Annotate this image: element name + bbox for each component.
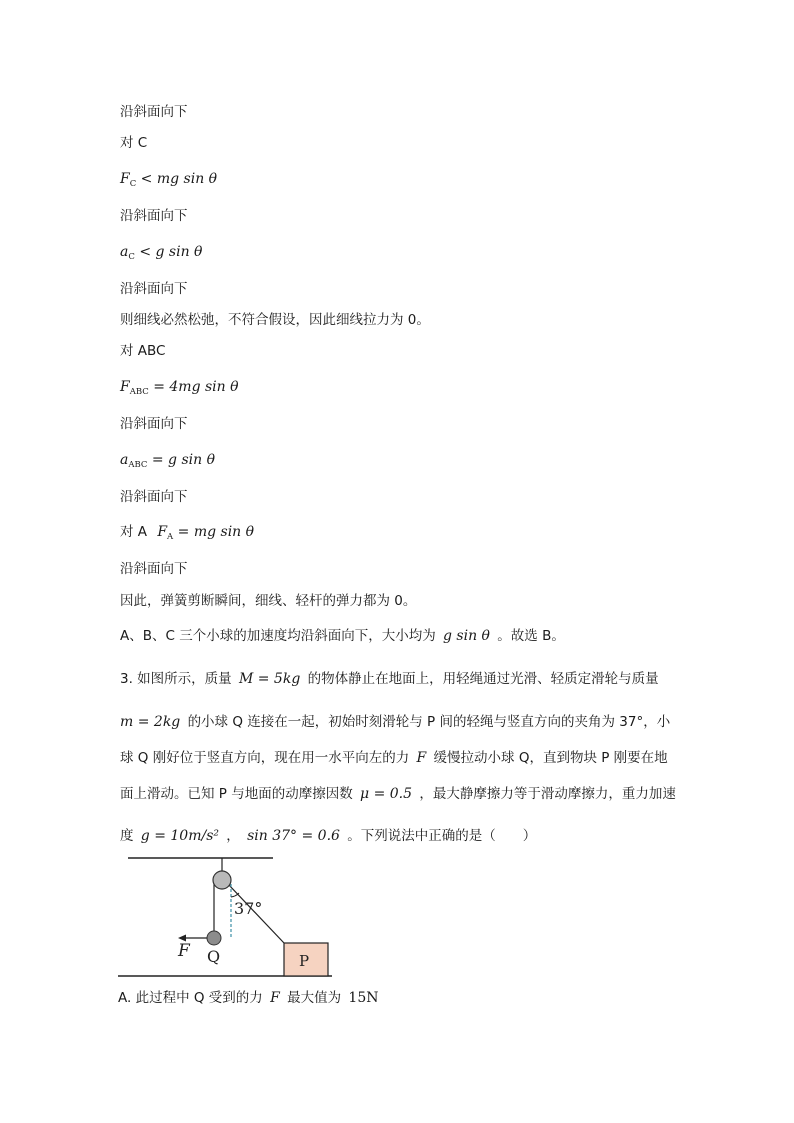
conclusion-text: A、B、C 三个小球的加速度均沿斜面向下，大小均为 (120, 628, 436, 644)
equation-inline-g: g sin θ (443, 628, 490, 644)
text-line-conclusion (120, 627, 565, 645)
equation-fabc: $F_{ABC} = 4mg$ sin θ (120, 379, 239, 397)
label-for-a: 对 A (120, 524, 148, 540)
math-gravity: g = 10m/s² (140, 828, 219, 844)
pulley-figure (118, 852, 338, 982)
equation-aabc: $a_{ABC} = g$ sin θ (120, 452, 216, 470)
math-mu: μ = 0.5 (360, 786, 413, 802)
question-text: 3. 如图所示，质量 (120, 671, 232, 687)
text-line: 则细线必然松弛，不符合假设，因此细线拉力为 0。 (120, 312, 430, 328)
question-text: 度 (120, 828, 134, 844)
question-line-3 (120, 749, 668, 767)
ball-label: Q (207, 947, 221, 966)
question-text: 缓慢拉动小球 Q，直到物块 P 刚要在地 (433, 750, 668, 766)
option-a-value: 15N (348, 990, 379, 1006)
option-a-text: A. 此过程中 Q 受到的力 (118, 990, 263, 1006)
force-label: F (178, 941, 190, 961)
text-line: 沿斜面向下 (120, 561, 188, 577)
math-mass-m: m = 2kg (120, 714, 181, 730)
text-line: 因此，弹簧剪断瞬间，细线、轻杆的弹力都为 0。 (120, 593, 417, 609)
equation-fa: $F_A$ = mg sin θ (157, 524, 255, 542)
question-line-2 (120, 713, 670, 731)
question-text: ，最大静摩擦力等于滑动摩擦力，重力加速 (419, 786, 676, 802)
text-line: 沿斜面向下 (120, 208, 188, 224)
question-text: 面上滑动。已知 P 与地面的动摩擦因数 (120, 786, 353, 802)
option-a (118, 989, 378, 1007)
text-line-a (120, 523, 254, 546)
question-text: 的小球 Q 连接在一起，初始时刻滑轮与 P 间的轻绳与竖直方向的夹角为 37°，小 (187, 714, 671, 730)
text-line: 对 ABC (120, 343, 166, 359)
question-text: 的物体静止在地面上，用轻绳通过光滑、轻质定滑轮与质量 (307, 671, 659, 687)
question-text: ， (226, 828, 240, 844)
equation-ac: $a_C < g$ sin θ (120, 244, 203, 262)
ball-q (207, 931, 221, 945)
text-line: 沿斜面向下 (120, 104, 188, 120)
question-text: 球 Q 刚好位于竖直方向，现在用一水平向左的力 (120, 750, 410, 766)
option-a-force: F (270, 990, 280, 1006)
block-label: P (299, 952, 310, 970)
conclusion-end: 。故选 B。 (497, 628, 565, 644)
math-mass-M: M = 5kg (238, 671, 301, 687)
equation-fc: $F_C$ < mg sin θ (120, 171, 218, 189)
text-line: 沿斜面向下 (120, 281, 188, 297)
math-force-F: F (416, 750, 427, 766)
question-line-5 (120, 827, 536, 845)
question-text: 。下列说法中正确的是（ ） (347, 828, 537, 844)
text-line: 沿斜面向下 (120, 489, 188, 505)
option-a-text: 最大值为 (287, 990, 342, 1006)
question-line-1 (120, 670, 659, 688)
pulley-icon (213, 871, 231, 889)
math-sin37: sin 37° = 0.6 (247, 828, 340, 844)
question-line-4 (120, 785, 676, 803)
text-line: 对 C (120, 135, 148, 151)
text-line: 沿斜面向下 (120, 416, 188, 432)
angle-label: 37° (234, 899, 263, 918)
